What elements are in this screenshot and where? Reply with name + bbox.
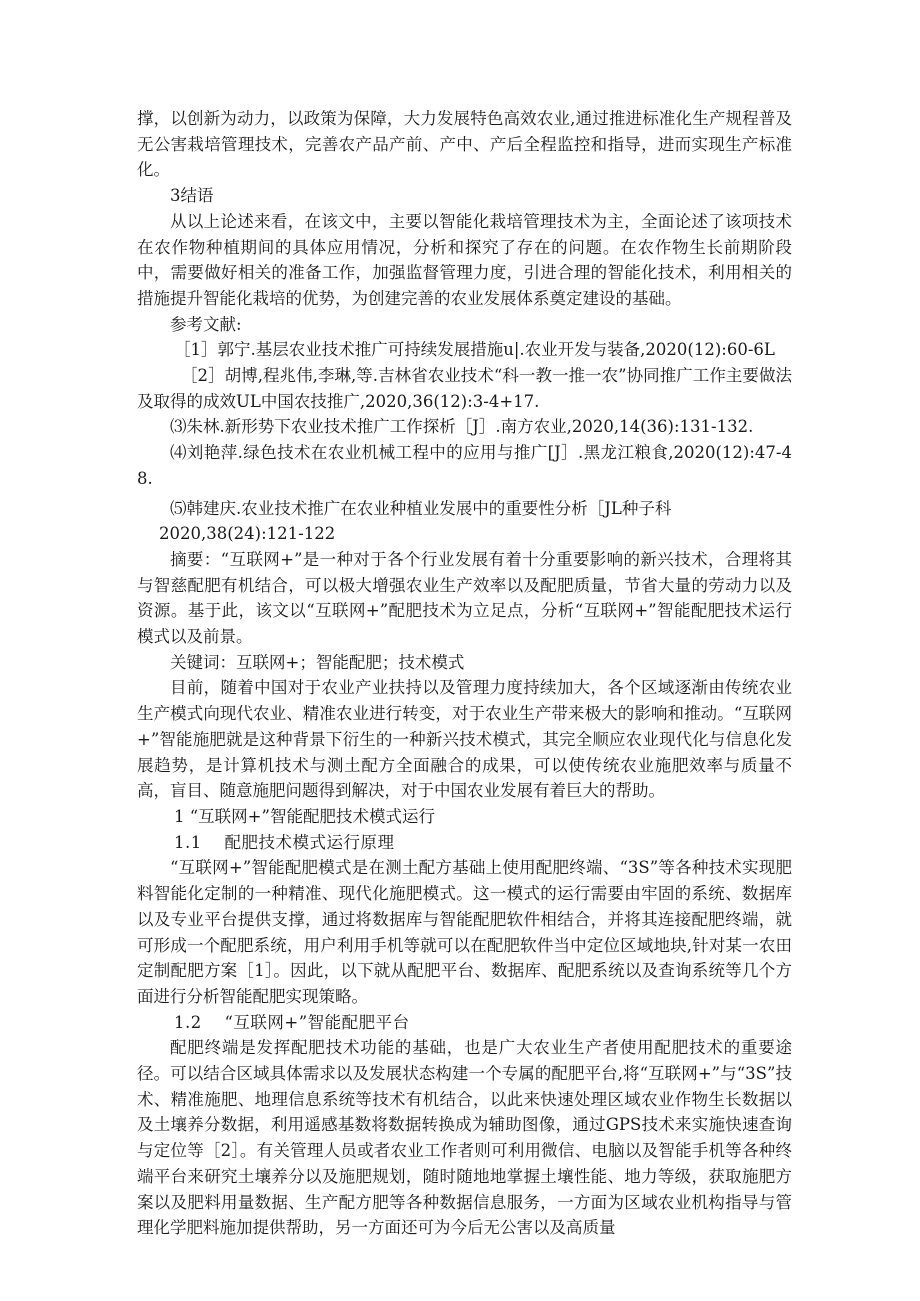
paragraph-continuation: 撑，以创新为动力，以政策为保障，大力发展特色高效农业,通过推进标准化生产规程普及无公害栽培管理技术，完善农产品产前、产中、产后全程监控和指导，进而实现生产标准化。 [137, 109, 792, 180]
references-heading: 参考文献: [170, 314, 242, 334]
reference-item-continuation: 2020,38(24):121-122 [159, 524, 336, 544]
paragraph-1-2: 配肥终端是发挥配肥技术功能的基础，也是广大农业生产者使用配肥技术的重要途径。可以结合区域具体需求以及发展状态构建一个专属的配肥平台,将“互联网+”与“3S”技术、精准施肥、地理信息系统等技术有机结合，以此来快速处理区域农业作物生长数据以及土壤养分数据，利用遥感基数将数据转换成为辅助图像，通过GPS技术来实施快速查询与定位等［2］。有关管理人员或者农业工作者则可利用微信、电脑以及智能手机等各种终端平台来研究土壤养分以及施肥规划，随时随地地掌握土壤性能、地力等级，获取施肥方案以及肥料用量数据、生产配方肥等各种数据信息服务，一方面为区域农业机构指导与管理化学肥料施加提供帮助，另一方面还可为今后无公害以及高质量 [137, 1038, 792, 1238]
abstract-paragraph: 摘要：“互联网+”是一种对于各个行业发展有着十分重要影响的新兴技术，合理将其与智慈配肥有机结合，可以极大增强农业生产效率以及配肥质量，节省大量的劳动力以及资源。基于此，该文以“互联网+”配肥技术为立足点，分析“互联网+”智能配肥技术运行模式以及前景。 [137, 549, 792, 647]
reference-item: ⑷刘艳萍.绿色技术在农业机械工程中的应用与推广[J］.黑龙江粮食,2020(12):47-48. [137, 443, 792, 488]
section-heading-conclusion: 3结语 [170, 186, 214, 206]
paragraph-intro: 目前，随着中国对于农业产业扶持以及管理力度持续加大，各个区域逐渐由传统农业生产模式向现代农业、精准农业进行转变，对于农业生产带来极大的影响和推动。“互联网+”智能施肥就是这种背景下衍生的一种新兴技术模式，其完全顺应农业现代化与信息化发展趋势，是计算机技术与测土配方全面融合的成果，可以使传统农业施肥效率与质量不高，盲目、随意施肥问题得到解决，对于中国农业发展有着巨大的帮助。 [137, 678, 792, 801]
section-heading-1: 1 “互联网+”智能配肥技术模式运行 [174, 806, 435, 826]
reference-item: ［1］郭宁.基层农业技术推广可持续发展措施u|.农业开发与装备,2020(12):60-6L [174, 340, 775, 360]
reference-item: ［2］胡博,程兆伟,李琳,等.吉林省农业技术“科一教一推一农”协同推广工作主要做法及取得的成效UL中国农技推广,2020,36(12):3-4+17. [137, 366, 792, 411]
section-heading-1-2: 1.2 “互联网+”智能配肥平台 [174, 1012, 410, 1032]
reference-item: ⑶朱林.新形势下农业技术推广工作探析［J］.南方农业,2020,14(36):131-132. [170, 417, 754, 437]
section-heading-1-1: 1.1 配肥技术模式运行原理 [174, 832, 395, 852]
paragraph-1-1: “互联网+”智能配肥模式是在测土配方基础上使用配肥终端、“3S”等各种技术实现肥料智能化定制的一种精准、现代化施肥模式。这一模式的运行需要由牢固的系统、数据库以及专业平台提供支撑，通过将数据库与智能配肥软件相结合，并将其连接配肥终端，就可形成一个配肥系统，用户利用手机等就可以在配肥软件当中定位区域地块,针对某一农田定制配肥方案［1］。因此，以下就从配肥平台、数据库、配肥系统以及查询系统等几个方面进行分析智能配肥实现策略。 [137, 858, 792, 1006]
paragraph-conclusion: 从以上论述来看，在该文中，主要以智能化栽培管理技术为主，全面论述了该项技术在农作物种植期间的具体应用情况，分析和探究了存在的问题。在农作物生长前期阶段中，需要做好相关的准备工作，加强监督管理力度，引进合理的智能化技术，利用相关的措施提升智能化栽培的优势，为创建完善的农业发展体系奠定建设的基础。 [137, 211, 792, 308]
reference-item: ⑸韩建庆.农业技术推广在农业种植业发展中的重要性分析［JL种子科 [170, 498, 672, 518]
keywords-line: 关键词：互联网+；智能配肥；技术模式 [170, 652, 465, 672]
